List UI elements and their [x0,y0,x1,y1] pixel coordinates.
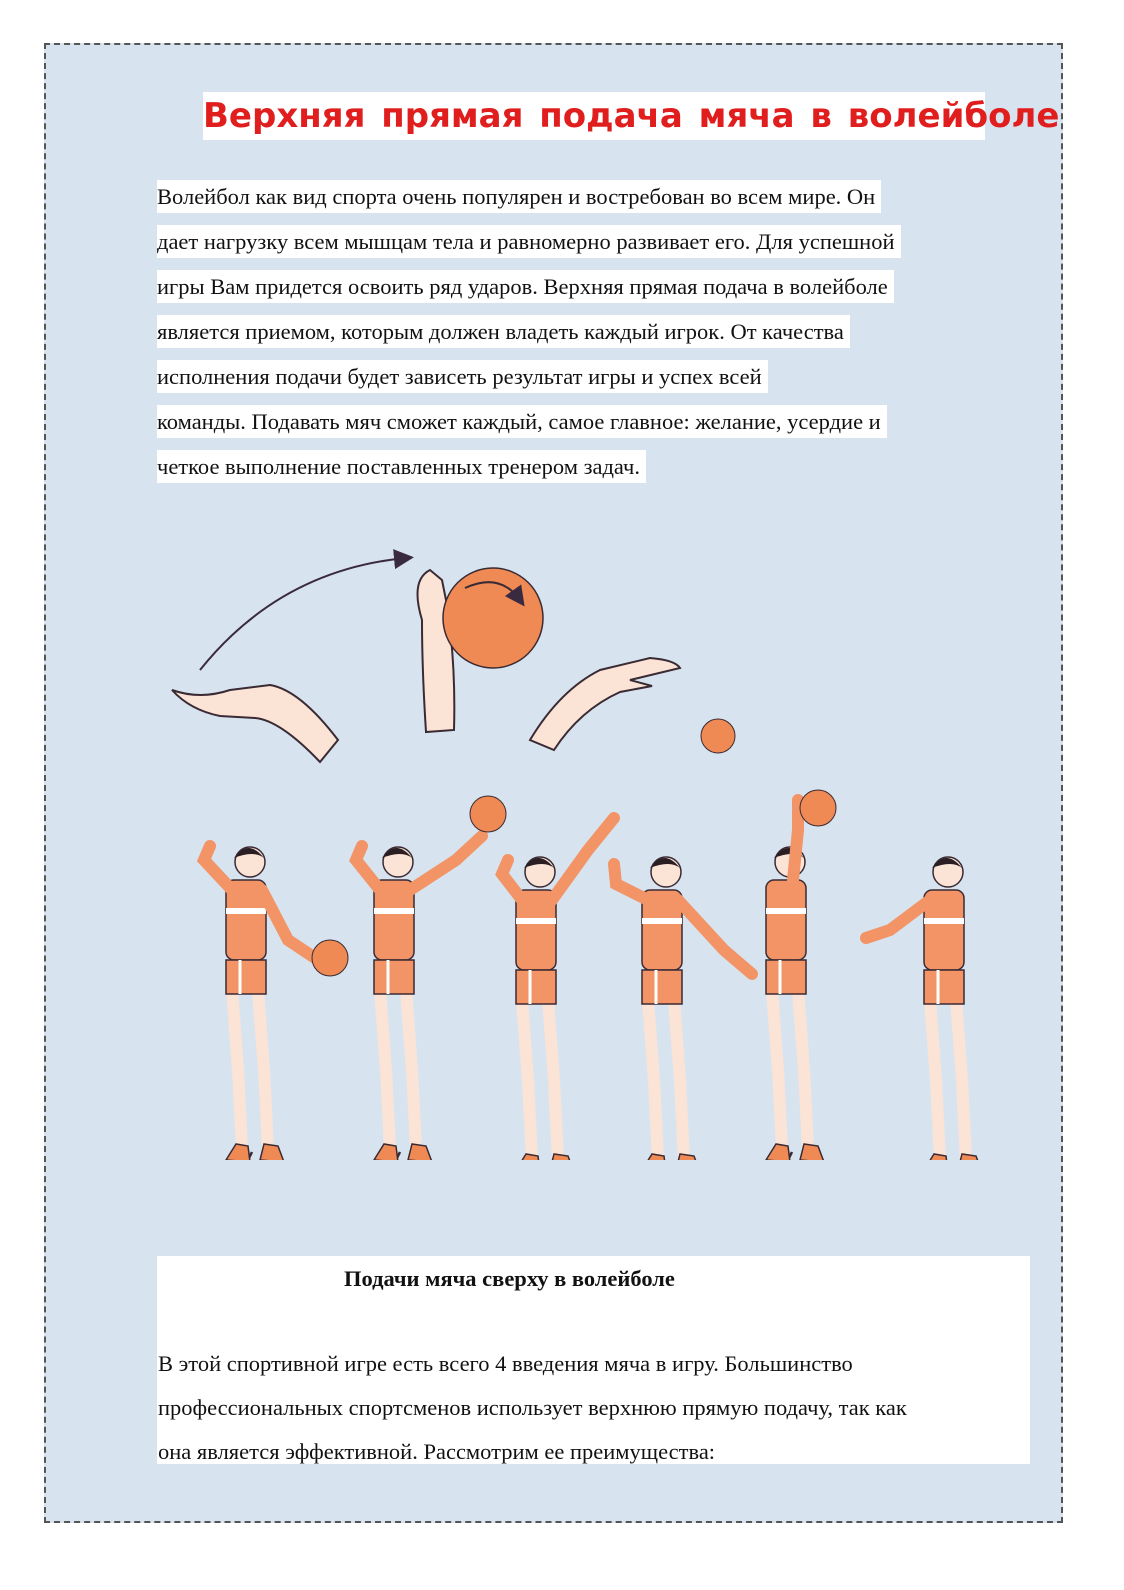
section-line: В этой спортивной игре есть всего 4 введения мяча в игру. Большинство [158,1351,853,1376]
toss-arrow [200,558,406,670]
player-sequence-figure [204,790,982,1160]
intro-line: Волейбол как вид спорта очень популярен и востребован во всем мире. Он [157,180,881,213]
intro-line: дает нагрузку всем мышцам тела и равномерно развивает его. Для успешной [157,225,901,258]
section-line: профессиональных спортсменов использует верхнюю прямую подачу, так как [158,1395,907,1420]
serve-illustration [160,540,1020,1160]
page-title: Верхняя прямая подача мяча в волейболе [203,92,985,140]
hand-toss-icon [172,685,338,762]
section-title: Подачи мяча сверху в волейболе [344,1266,675,1291]
intro-line: четкое выполнение поставленных тренером задач. [157,450,646,483]
intro-line: игры Вам придется освоить ряд ударов. Верхняя прямая подача в волейболе [157,270,894,303]
section-line: она является эффективной. Рассмотрим ее преимущества: [158,1439,716,1464]
intro-line: исполнения подачи будет зависеть результат игры и успех всей [157,360,768,393]
intro-paragraph [157,180,1037,495]
intro-line: команды. Подавать мяч сможет каждый, самое главное: желание, усердие и [157,405,887,438]
hand-strike-icon [530,658,680,750]
intro-line: является приемом, которым должен владеть каждый игрок. От качества [157,315,850,348]
section-box [157,1256,1030,1464]
volleyball-icon [701,719,735,753]
hand-hold-ball-icon [418,568,544,732]
section-body [158,1342,907,1474]
